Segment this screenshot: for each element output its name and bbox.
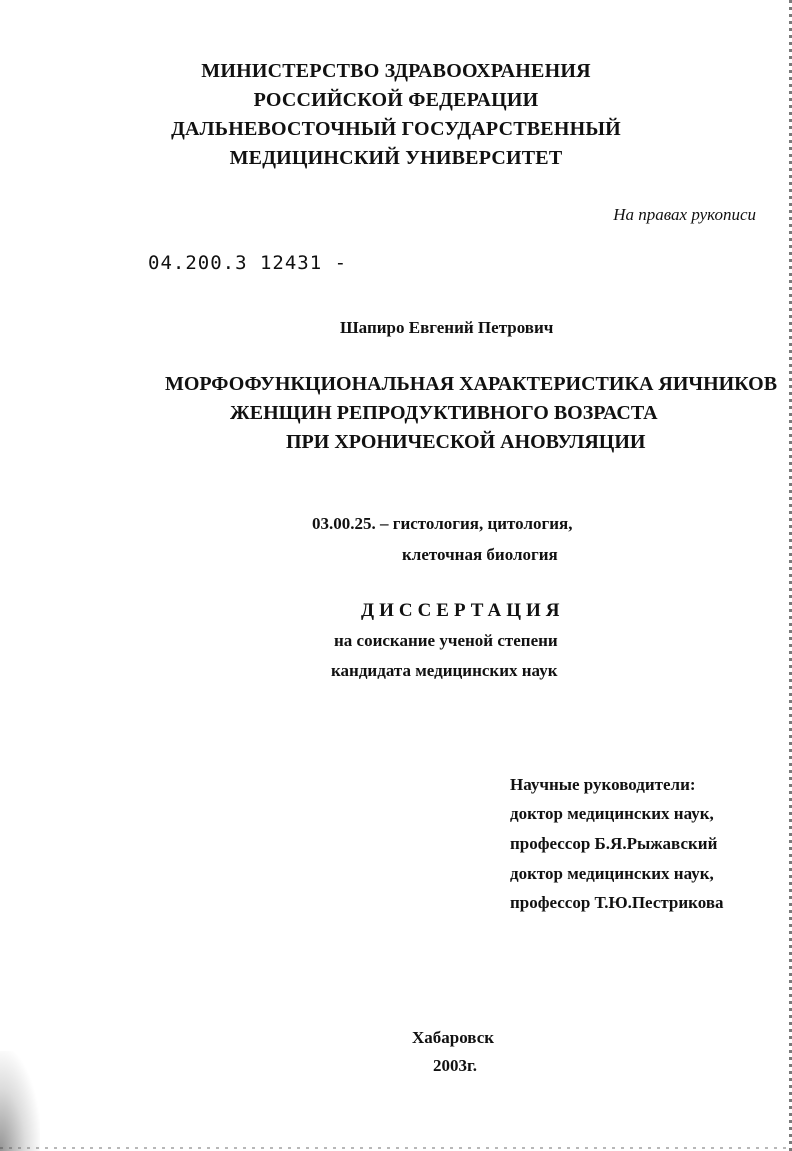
city: Хабаровск (412, 1028, 495, 1047)
institution-line-3: ДАЛЬНЕВОСТОЧНЫЙ ГОСУДАРСТВЕННЫЙ (171, 118, 621, 140)
year: 2003г. (433, 1056, 478, 1075)
degree-line-2: кандидата медицинских наук (331, 661, 558, 680)
supervisors-heading: Научные руководители: (510, 775, 696, 794)
scan-corner-smudge (0, 1051, 40, 1151)
degree-heading: ДИССЕРТАЦИЯ (361, 600, 565, 621)
registration-number: 04.200.3 12431 - (148, 252, 348, 274)
specialty-line-1: 03.00.25. – гистология, цитология, (312, 514, 573, 533)
institution-line-4: МЕДИЦИНСКИЙ УНИВЕРСИТЕТ (229, 147, 563, 169)
title-line-2: ЖЕНЩИН РЕПРОДУКТИВНОГО ВОЗРАСТА (230, 402, 658, 424)
degree-line-1: на соискание ученой степени (334, 631, 558, 650)
supervisor-line-1: доктор медицинских наук, (510, 804, 714, 823)
supervisor-line-2: профессор Б.Я.Рыжавский (510, 834, 718, 853)
institution-line-2: РОССИЙСКОЙ ФЕДЕРАЦИИ (253, 89, 539, 111)
supervisor-line-3: доктор медицинских наук, (510, 864, 714, 883)
author-name: Шапиро Евгений Петрович (340, 318, 554, 337)
institution-line-1: МИНИСТЕРСТВО ЗДРАВООХРАНЕНИЯ (201, 60, 591, 82)
title-line-3: ПРИ ХРОНИЧЕСКОЙ АНОВУЛЯЦИИ (286, 431, 646, 453)
title-line-1: МОРФОФУНКЦИОНАЛЬНАЯ ХАРАКТЕРИСТИКА ЯИЧНИКОВ (165, 373, 778, 395)
specialty-line-2: клеточная биология (402, 545, 558, 564)
scan-edge-bottom (0, 1147, 792, 1149)
manuscript-note: На правах рукописи (613, 205, 756, 224)
supervisor-line-4: профессор Т.Ю.Пестрикова (510, 893, 724, 912)
